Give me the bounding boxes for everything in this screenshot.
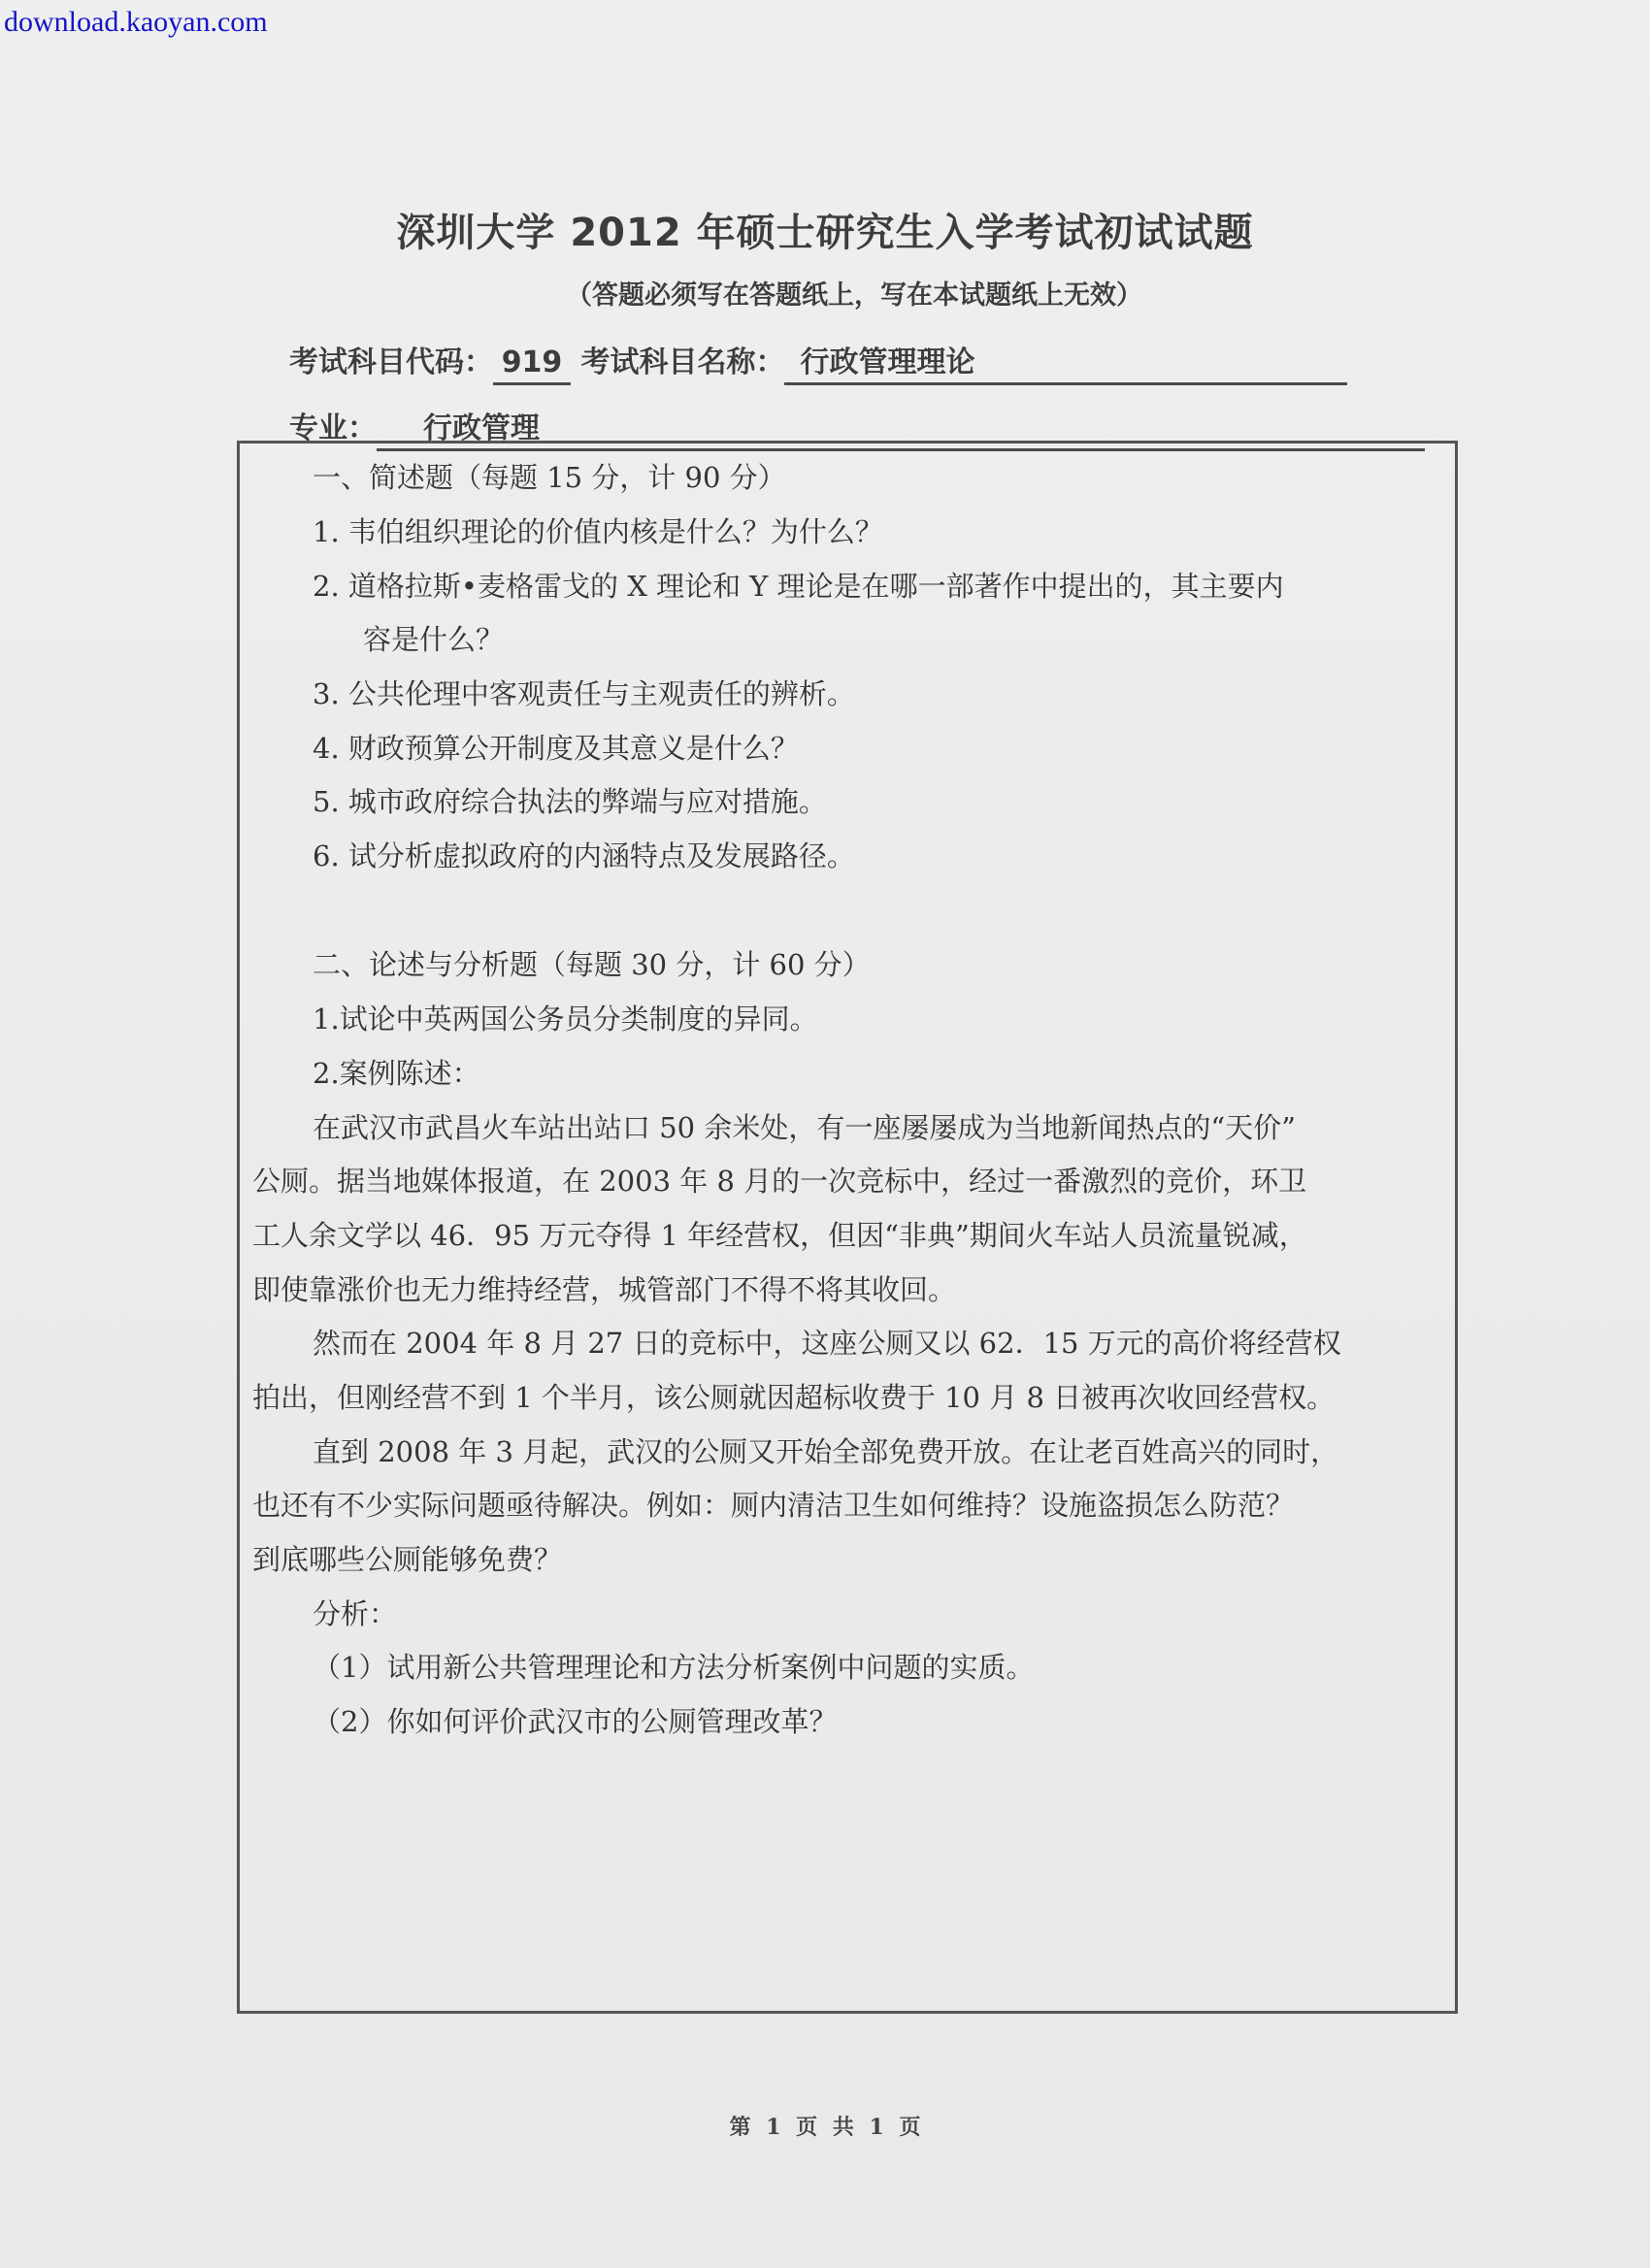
section1-question-4: 4. 财政预算公开制度及其意义是什么？ bbox=[313, 732, 799, 765]
subject-info-row bbox=[289, 338, 1347, 385]
analysis-item-2: （2）你如何评价武汉市的公厕管理改革？ bbox=[313, 1705, 838, 1738]
case-line: 即使靠涨价也无力维持经营，城管部门不得不将其收回。 bbox=[252, 1273, 957, 1306]
case-line: 拍出，但刚经营不到 1 个半月，该公厕就因超标收费于 10 月 8 日被再次收回经营权。 bbox=[252, 1381, 1336, 1414]
exam-title: 深圳大学 2012 年硕士研究生入学考试初试试题 bbox=[396, 211, 1254, 255]
section1-question-5: 5. 城市政府综合执法的弊端与应对措施。 bbox=[313, 785, 827, 818]
subject-name-label: 考试科目名称： bbox=[580, 345, 785, 379]
section1-question-2-cont: 容是什么？ bbox=[363, 623, 505, 656]
watermark-link[interactable]: download.kaoyan.com bbox=[4, 6, 268, 38]
section1-question-6: 6. 试分析虚拟政府的内涵特点及发展路径。 bbox=[313, 839, 855, 872]
major-label: 专业： bbox=[289, 411, 377, 445]
case-line: 直到 2008 年 3 月起，武汉的公厕又开始全部免费开放。在让老百姓高兴的同时， bbox=[313, 1435, 1339, 1468]
major-value: 行政管理 bbox=[377, 412, 1425, 451]
analysis-label: 分析： bbox=[313, 1597, 398, 1630]
case-line: 公厕。据当地媒体报道，在 2003 年 8 月的一次竞标中，经过一番激烈的竞价，环卫 bbox=[252, 1165, 1307, 1198]
analysis-item-1: （1）试用新公共管理理论和方法分析案例中问题的实质。 bbox=[313, 1651, 1035, 1684]
case-line: 工人余文学以 46．95 万元夺得 1 年经营权，但因“非典”期间火车站人员流量锐减， bbox=[252, 1219, 1307, 1252]
case-line: 然而在 2004 年 8 月 27 日的竞标中，这座公厕又以 62．15 万元的高价将经营权 bbox=[313, 1327, 1341, 1360]
page-number: 第 1 页 共 1 页 bbox=[729, 2115, 921, 2140]
case-line: 在武汉市武昌火车站出站口 50 余米处，有一座屡屡成为当地新闻热点的“天价” bbox=[313, 1111, 1296, 1144]
section2-question-2: 2.案例陈述： bbox=[313, 1057, 480, 1090]
section2-question-1: 1.试论中英两国公务员分类制度的异同。 bbox=[313, 1003, 818, 1035]
subject-code-label: 考试科目代码： bbox=[289, 345, 493, 379]
case-line: 到底哪些公厕能够免费？ bbox=[252, 1543, 563, 1576]
exam-instruction: （答题必须写在答题纸上，写在本试题纸上无效） bbox=[566, 280, 1142, 311]
section1-question-3: 3. 公共伦理中客观责任与主观责任的辨析。 bbox=[313, 677, 855, 710]
section1-heading: 一、简述题（每题 15 分，计 90 分） bbox=[313, 461, 786, 494]
section1-question-2: 2. 道格拉斯•麦格雷戈的 X 理论和 Y 理论是在哪一部著作中提出的，其主要内 bbox=[313, 570, 1284, 603]
subject-name-value: 行政管理理论 bbox=[784, 346, 1347, 385]
case-line: 也还有不少实际问题亟待解决。例如：厕内清洁卫生如何维持？设施盗损怎么防范？ bbox=[252, 1489, 1295, 1522]
section2-heading: 二、论述与分析题（每题 30 分，计 60 分） bbox=[313, 948, 871, 981]
section1-question-1: 1. 韦伯组织理论的价值内核是什么？为什么？ bbox=[313, 515, 883, 548]
subject-code-value: 919 bbox=[493, 346, 571, 385]
